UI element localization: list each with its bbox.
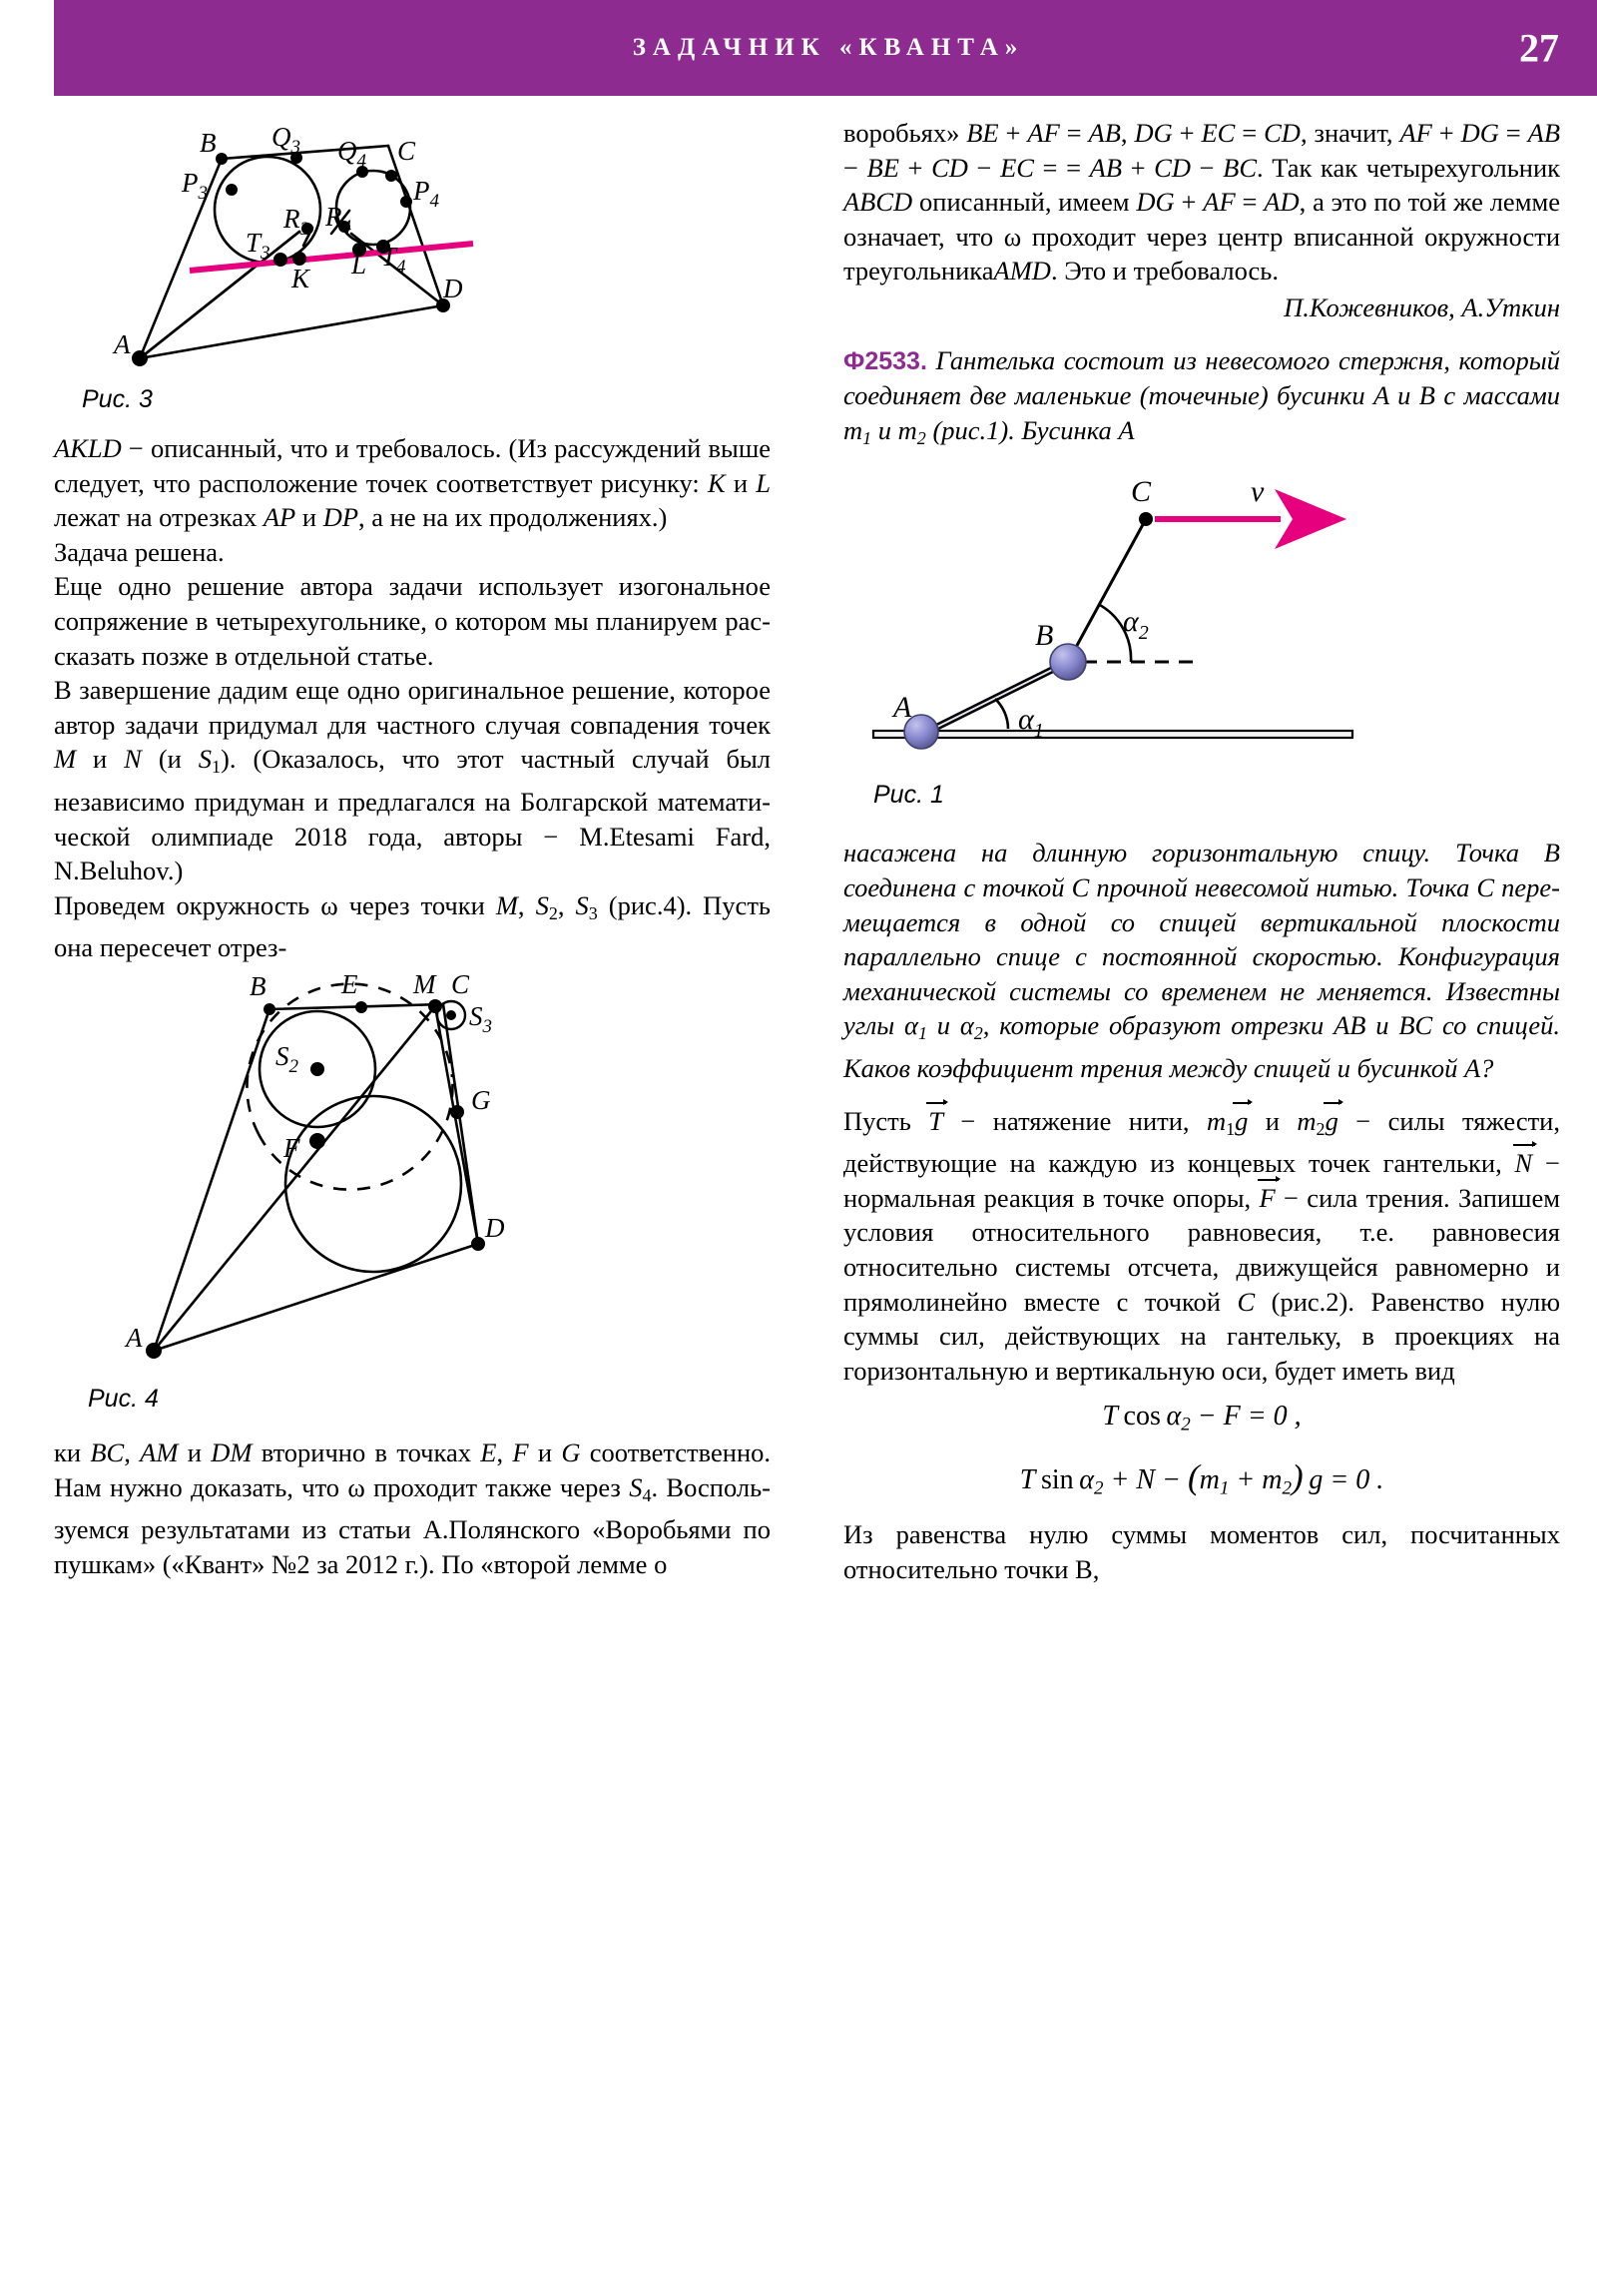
right-text-block-4 [843, 1517, 1560, 1586]
right-text-block-3 [843, 1104, 1560, 1389]
fig3-label-T3: $T_3$ [246, 228, 270, 264]
figure-1 [843, 479, 1560, 810]
fig3-label-A: A [114, 329, 131, 359]
fig4-label-F: F [283, 1132, 300, 1163]
fig3-label-R4: $R_4$ [325, 202, 351, 238]
fig4-label-S2: $S_2$ [275, 1040, 298, 1077]
fig1-label-A: A [893, 691, 912, 725]
problem-2533 [843, 343, 1560, 456]
problem-statement-text-2: насажена на длинную горизонтальную спицу. Точка B соединена с точкой C прочной невесомой нитью. Точка C перемещается в одной со спицей вертикальной плоскости параллельно спице с постоянной скоростью. Конфигурация механической системы со временем не меняется. Известны углы $\alpha_1$ и $\alpha_2$, которые образуют отрезки AB и BC со спицей. Каков коэффициент трения между спицей и бусинкой A? [843, 838, 1560, 1083]
formula-1: T $\cos \alpha_2 - F = 0$ , [1102, 1401, 1302, 1435]
fig1-label-alpha1: $\alpha_1$ [1018, 703, 1044, 743]
fig4-label-C: C [451, 968, 470, 999]
problem-statement-part1 [843, 343, 1560, 456]
horizontal-rod [873, 731, 1352, 738]
figure-1-caption: Рис. 1 [873, 781, 944, 810]
right-text-block-1 [843, 116, 1560, 288]
figure-1-drawing [843, 479, 1560, 779]
point-c [1139, 512, 1153, 526]
figure-4 [54, 969, 771, 1414]
solution-signature: П.Кожевников, А.Уткин [1284, 291, 1560, 322]
fig3-label-D: D [443, 274, 463, 303]
paragraph-solved: Задача решена. [54, 536, 225, 567]
fig3-label-R3: $R_3$ [283, 204, 309, 240]
closing-paragraph: Из равенства нулю суммы моментов сил, посчитанных относительно точки B, [843, 1519, 1560, 1584]
thread-bc [1068, 519, 1146, 662]
fig3-label-P4: $P_4$ [413, 176, 439, 212]
fig4-label-S3: $S_3$ [469, 1000, 492, 1037]
fig3-label-C: C [397, 136, 416, 166]
fig3-label-L: L [351, 250, 367, 280]
formula-2: T $\sin \alpha_2 + N - (m_1 + m_2) g = 0$ . [1019, 1456, 1384, 1498]
fig4-label-M: M [413, 968, 436, 999]
left-text-block-1 [54, 431, 771, 965]
fig3-label-K: K [291, 264, 310, 293]
solution-paragraph: Пусть T − натяжение нити, $m_1g$ и $m_2g$ − силы тяжести, действующие на каждую из концевых точек гантельки, N − нормальная реакция в точке опоры, F − сила трения. Запишем условия относительного равновесия, т.е. равновесия относительно системы отсчета, движущейся равномерно и прямолинейно вместе с точкой C (рис.2). Равенство нулю суммы сил, действующих на гантельку, в проекциях на горизонтальную и вертикальную оси, будет иметь вид [843, 1105, 1560, 1386]
problem-number: Ф2533. [843, 346, 927, 375]
paragraph-third-solution: В завершение дадим еще одно оригинальное решение, которое автор задачи придумал для частного случая совпадения точек M и N (и $S_1$). (Оказалось, что этот частный случай был независимо придуман и предлагался на Болгарской математической олимпиаде 2018 года, авторы − M.Etesami Fard, N.Beluhov.) [54, 675, 771, 886]
figure-3-caption: Рис. 3 [82, 385, 153, 413]
paragraph-lemma-ref: ки BC, AM и DM вторично в точках E, F и G соответственно. Нам нужно доказать, что ω проходит также через $S_4$. Воспользуемся результатами из статьи А.Полянского «Воробьями по пушкам» («Квант» №2 за 2012 г.). По «второй лемме о [54, 1436, 771, 1579]
paragraph-sparrows: воробьях» BE + AF = AB, DG + EC = CD, значит, AF + DG = AB − BE + CD − EC = = AB + CD − BC. Так как четырехугольник ABCD описанный, имеем DG + AF = AD, а это по той же лемме означает, что ω проходит через центр вписанной окружности треугольникаAMD. Это и требовалось. [843, 118, 1561, 287]
figure-4-caption: Рис. 4 [88, 1384, 159, 1413]
fig3-label-P3: $P_3$ [182, 168, 208, 204]
fig4-label-E: E [341, 968, 358, 999]
paragraph-akld: AKLD − описанный, что и требовалось. (Из рассуждений выше следует, что расположение точек соответствует рисунку: K и L лежат на отрезках AP и DP, а не на их продолжениях.) [54, 433, 772, 533]
paragraph-second-solution: Еще одно решение автора задачи использует изогональное сопряжение в четырехугольнике, о котором мы планируем рассказать позже в отдельной статье. [54, 571, 771, 671]
fig1-label-v: v [1251, 479, 1265, 509]
right-column [843, 116, 1560, 1586]
figure-3-drawing [54, 116, 771, 383]
left-text-block-2 [54, 1435, 771, 1581]
figure-4-drawing [54, 969, 771, 1389]
fig1-label-C: C [1131, 479, 1152, 509]
angle-arc-alpha1 [995, 699, 1008, 729]
running-head-band [54, 0, 1597, 96]
fig4-label-B: B [250, 970, 266, 1001]
fig1-label-B: B [1035, 619, 1054, 653]
fig3-label-T4: $T_4$ [381, 242, 406, 278]
problem-statement-text-1: Гантелька состоит из невесомого стержня, который соединяет две маленькие (точечные) бусинки A и B с массами $m_1$ и $m_2$ (рис.1). Бусинка A [843, 344, 1561, 448]
right-text-block-2 [843, 836, 1560, 1085]
running-head-title: ЗАДАЧНИК «КВАНТА» [632, 34, 1025, 61]
paragraph-omega-circle: Проведем окружность ω через точки M, $S_2$, $S_3$ (рис.4). Пусть она пересечет отрез- [54, 889, 771, 963]
circle-inner [285, 1096, 461, 1272]
page-number: 27 [1519, 25, 1559, 71]
fig3-label-Q4: $Q_4$ [337, 136, 366, 172]
fig4-label-A: A [126, 1322, 143, 1353]
fig4-label-D: D [485, 1212, 505, 1243]
fig3-label-Q3: $Q_3$ [271, 122, 300, 158]
fig1-label-alpha2: $\alpha_2$ [1123, 605, 1149, 645]
fig3-label-B: B [200, 128, 217, 158]
left-column [54, 116, 771, 1581]
bead-b [1050, 644, 1086, 680]
figure-3 [54, 116, 771, 415]
fig4-label-G: G [471, 1084, 491, 1115]
